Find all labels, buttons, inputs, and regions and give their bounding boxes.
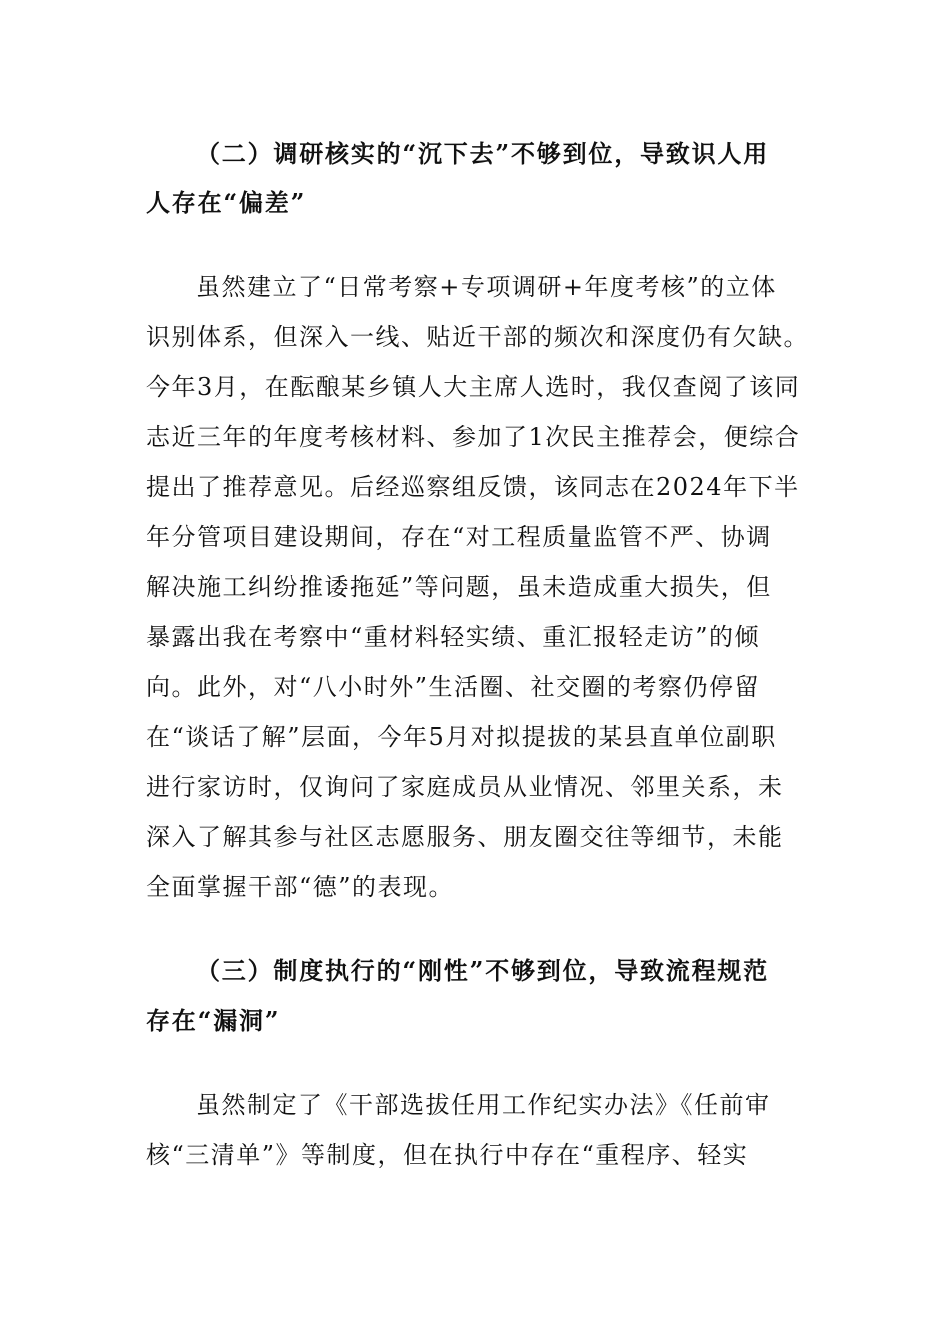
section2-paragraph-line-12: 深入了解其参与社区志愿服务、朋友圈交往等细节，未能 — [146, 823, 784, 851]
section2-paragraph-line-4: 志近三年的年度考核材料、参加了1次民主推荐会，便综合 — [146, 423, 801, 451]
section2-paragraph-line-8: 暴露出我在考察中“重材料轻实绩、重汇报轻走访”的倾 — [146, 623, 761, 651]
section3-paragraph-line-2: 核“三清单”》等制度，但在执行中存在“重程序、轻实 — [146, 1141, 749, 1169]
section2-paragraph-line-5: 提出了推荐意见。后经巡察组反馈，该同志在2024年下半 — [146, 473, 800, 501]
section3-paragraph-line-1: 虽然制定了《干部选拔任用工作纪实办法》《任前审 — [196, 1091, 771, 1119]
section3-heading-line-2: 存在“漏洞” — [146, 1006, 281, 1035]
section2-paragraph-line-7: 解决施工纠纷推诿拖延”等问题，虽未造成重大损失，但 — [146, 573, 772, 601]
section2-paragraph-line-13: 全面掌握干部“德”的表现。 — [146, 873, 455, 901]
section3-heading-line-1: （三）制度执行的“刚性”不够到位，导致流程规范 — [196, 956, 770, 985]
section2-paragraph-line-1: 虽然建立了“日常考察+专项调研+年度考核”的立体 — [196, 273, 777, 301]
section2-heading-line-2: 人存在“偏差” — [146, 188, 307, 217]
section2-paragraph-line-11: 进行家访时，仅询问了家庭成员从业情况、邻里关系，未 — [146, 773, 784, 801]
section2-paragraph-line-9: 向。此外，对“八小时外”生活圈、社交圈的考察仍停留 — [146, 673, 761, 701]
section2-paragraph-line-6: 年分管项目建设期间，存在“对工程质量监管不严、协调 — [146, 523, 772, 551]
section2-paragraph-line-2: 识别体系，但深入一线、贴近干部的频次和深度仍有欠缺。 — [146, 323, 809, 351]
section2-paragraph-line-10: 在“谈话了解”层面，今年5月对拟提拔的某县直单位副职 — [146, 723, 777, 751]
section2-paragraph-line-3: 今年3月，在酝酿某乡镇人大主席人选时，我仅查阅了该同 — [146, 373, 801, 401]
section2-heading-line-1: （二）调研核实的“沉下去”不够到位，导致识人用 — [196, 139, 770, 168]
